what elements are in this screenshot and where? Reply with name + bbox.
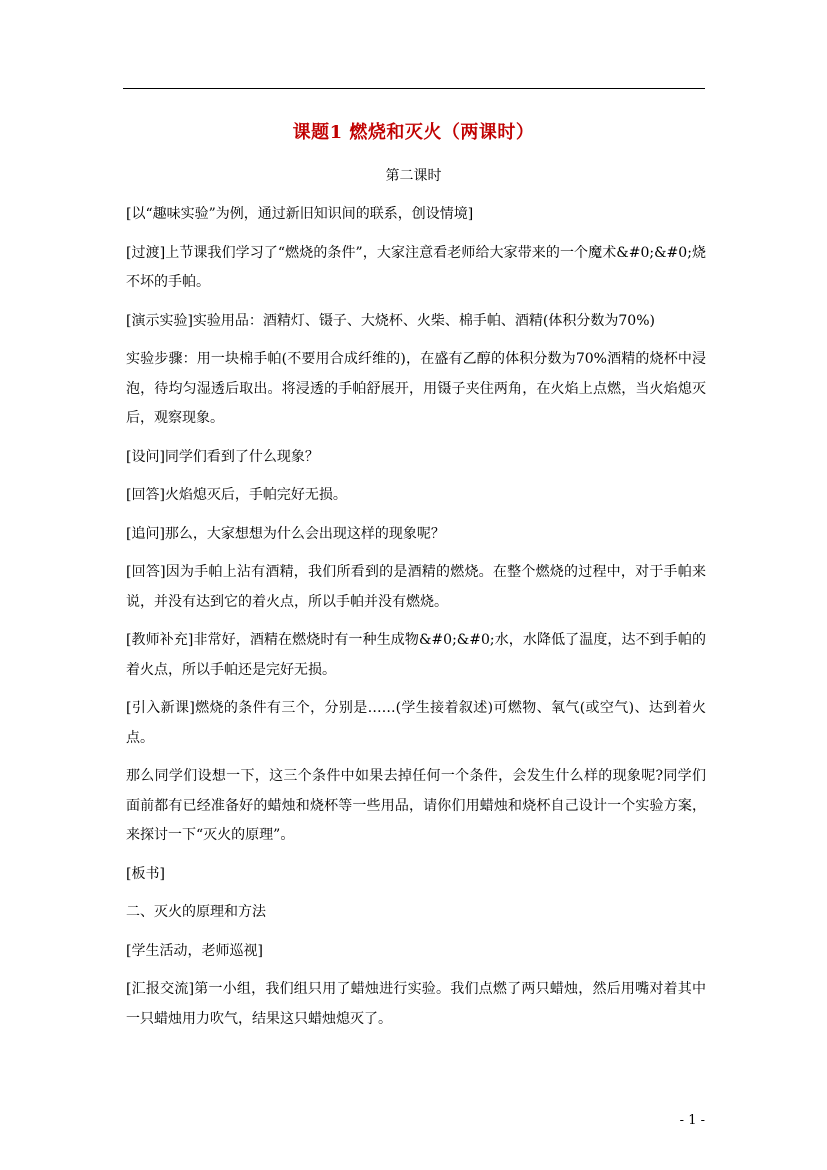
document-body: [126, 200, 706, 1043]
page-subtitle: 第二课时: [385, 168, 442, 184]
paragraph: [引入新课]燃烧的条件有三个，分别是……(学生接着叙述)可燃物、氧气(或空气)、达到着火点。: [126, 700, 706, 746]
paragraph: [板书]: [126, 865, 165, 882]
header-rule: [123, 88, 705, 89]
paragraph: [回答]火焰熄灭后，手帕完好无损。: [126, 487, 347, 503]
paragraph: 那么同学们设想一下，这三个条件中如果去掉任何一个条件，会发生什么样的现象呢?同学们面前都有已经准备好的蜡烛和烧杯等一些用品，请你们用蜡烛和烧杯自己设计一个实验方案，来探讨一下“灭火的原理”。: [126, 768, 706, 843]
page-title: 课题1 燃烧和灭火（两课时）: [292, 122, 535, 143]
paragraph: [追问]那么，大家想想为什么会出现这样的现象呢？: [126, 525, 445, 542]
paragraph: [演示实验]实验用品：酒精灯、镊子、大烧杯、火柴、棉手帕、酒精(体积分数为70%): [126, 312, 655, 329]
paragraph: [过渡]上节课我们学习了“燃烧的条件”，大家注意看老师给大家带来的一个魔术&#0;&#0;烧不坏的手帕。: [126, 244, 706, 290]
paragraph: [学生活动，老师巡视]: [126, 942, 263, 959]
paragraph: [回答]因为手帕上沾有酒精，我们所看到的是酒精的燃烧。在整个燃烧的过程中，对于手帕来说，并没有达到它的着火点，所以手帕并没有燃烧。: [126, 564, 706, 610]
paragraph: [汇报交流]第一小组，我们组只用了蜡烛进行实验。我们点燃了两只蜡烛，然后用嘴对着其中一只蜡烛用力吹气，结果这只蜡烛熄灭了。: [126, 981, 706, 1027]
paragraph: [教师补充]非常好，酒精在燃烧时有一种生成物&#0;&#0;水，水降低了温度，达不到手帕的着火点，所以手帕还是完好无损。: [126, 632, 706, 678]
section-heading: 二、灭火的原理和方法: [126, 904, 266, 920]
paragraph: [设问]同学们看到了什么现象？: [126, 448, 319, 465]
paragraph: [以“趣味实验”为例，通过新旧知识间的联系，创设情境]: [126, 206, 474, 222]
page-number: - 1 -: [679, 1113, 705, 1128]
paragraph: 实验步骤：用一块棉手帕(不要用合成纤维的)，在盛有乙醇的体积分数为70%酒精的烧杯中浸泡，待均匀湿透后取出。将浸透的手帕舒展开，用镊子夹住两角，在火焰上点燃，当火焰熄灭后，观察现象。: [126, 351, 706, 426]
